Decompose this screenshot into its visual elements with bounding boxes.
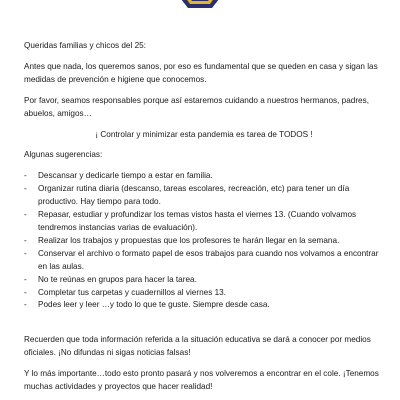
closing-paragraph: Y lo más importante…todo esto pronto pasará y nos volveremos a encontrar en el cole. ¡Tenemos muchas actividades y proyectos que hacer realidad! [24, 369, 379, 392]
list-item: - Repasar, estudiar y profundizar los temas vistos hasta el viernes 13. (Cuando volvamos tendremos instancias varias de evaluación). [24, 210, 357, 232]
greeting: Queridas familias y chicos del 25: [24, 41, 146, 50]
list-item: - Conservar el archivo o formato papel de esos trabajos para cuando nos volvamos a encontrar en las aulas. [24, 248, 379, 271]
school-crest-logo [177, 0, 223, 8]
responsibility-paragraph: Por favor, seamos responsables porque así estaremos cuidando a nuestros hermanos, padres, abuelos, amigos… [24, 95, 369, 118]
list-item: - Descansar y dedicarle tiempo a estar en familia. [24, 171, 213, 181]
intro-paragraph: Antes que nada, los queremos sanos, por eso es fundamental que se queden en casa y sigan las medidas de prevención e higiene que conocemos. [24, 61, 378, 84]
list-item: - Realizar los trabajos y propuestas que los profesores te harán llegar en la semana. [24, 235, 340, 245]
list-item: - No te reúnas en grupos para hacer la tarea. [24, 274, 197, 284]
suggestions-title: Algunas sugerencias: [24, 150, 103, 160]
list-item: - Podes leer y leer …y todo lo que te guste. Siempre desde casa. [24, 300, 270, 310]
official-info-paragraph: Recuerden que toda información referida a la situación educativa se dará a conocer por medios oficiales. ¡No difundas ni sigas noticias falsas! [24, 335, 371, 358]
list-item: - Completar tus carpetas y cuadernillos al viernes 13. [24, 287, 226, 297]
list-item: - Organizar rutina diaria (descanso, tareas escolares, recreación, etc) para tener un día productivo. Hay tiempo para todo. [24, 184, 350, 207]
letter-body [24, 40, 384, 394]
slogan: ¡ Controlar y minimizar esta pandemia es tarea de TODOS ! [95, 129, 313, 139]
suggestions-list [24, 170, 384, 312]
